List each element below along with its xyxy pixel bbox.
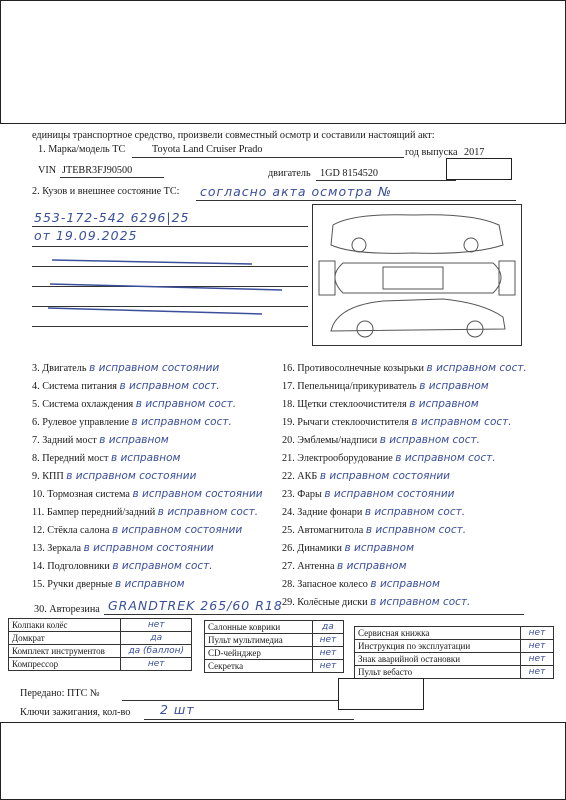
left-items-list (32, 362, 280, 602)
body-section-handwritten: согласно акта осмотра № (200, 184, 392, 199)
intro-text: единицы транспортное средство, произвели совместный осмотр и составили настоящий акт: (32, 130, 435, 141)
list-item: 29. Колёсные диски в исправном сост. (282, 596, 471, 608)
table-row: Домкрат да (9, 632, 192, 645)
list-item: 4. Система питания в исправном сост. (32, 380, 220, 392)
pts-label: Передано: ПТС № (20, 688, 100, 699)
list-item: 20. Эмблемы/надписи в исправном сост. (282, 434, 480, 446)
list-item: 19. Рычаги стеклоочистителя в исправном сост. (282, 416, 512, 428)
body-section-label: 2. Кузов и внешнее состояние ТС: (32, 186, 180, 197)
tyres-value: GRANDTREK 265/60 R18 (108, 598, 283, 613)
table-row: CD-чейнджер нет (205, 647, 344, 660)
table-row: Салонные коврики да (205, 621, 344, 634)
table-row: Сервисная книжка нет (355, 627, 554, 640)
equipment-table-3 (354, 626, 554, 679)
engine-value: 1GD 8154520 (320, 168, 379, 179)
redacted-engine-part (446, 158, 512, 180)
list-item: 26. Динамики в исправном (282, 542, 415, 554)
body-notes-area (32, 204, 308, 340)
list-item: 5. Система охлаждения в исправном сост. (32, 398, 237, 410)
vin-value: JTEBR3FJ90500 (62, 165, 133, 176)
list-item: 13. Зеркала в исправном состоянии (32, 542, 214, 554)
list-item: 7. Задний мост в исправном (32, 434, 169, 446)
table-row: Колпаки колёс нет (9, 619, 192, 632)
redacted-pts-number (338, 678, 424, 710)
keys-value: 2 шт (160, 702, 195, 717)
table-row: Знак аварийной остановки нет (355, 653, 554, 666)
car-diagram-icon (313, 205, 521, 345)
list-item: 15. Ручки дверные в исправном (32, 578, 185, 590)
equipment-table-2 (204, 620, 344, 673)
make-model-value: Toyota Land Cruiser Prado (152, 144, 263, 155)
list-item: 25. Автомагнитола в исправном сост. (282, 524, 467, 536)
list-item: 8. Передний мост в исправном (32, 452, 181, 464)
table-row: Комплект инструментов да (баллон) (9, 645, 192, 658)
make-model-label: 1. Марка/модель ТС (38, 144, 126, 155)
body-notes-line1: 553-172-542 6296|25 (34, 210, 190, 225)
list-item: 23. Фары в исправном состоянии (282, 488, 455, 500)
list-item: 24. Задние фонари в исправном сост. (282, 506, 466, 518)
body-notes-line2: от 19.09.2025 (34, 228, 138, 243)
keys-label: Ключи зажигания, кол-во (20, 707, 131, 718)
list-item: 17. Пепельница/прикуриватель в исправном (282, 380, 489, 392)
table-row: Инструкция по эксплуатации нет (355, 640, 554, 653)
redacted-header-block (0, 0, 566, 124)
table-row: Пульт вебасто нет (355, 666, 554, 679)
list-item: 22. АКБ в исправном состоянии (282, 470, 451, 482)
redacted-footer-block (0, 722, 566, 800)
car-diagram-frame (312, 204, 522, 346)
list-item: 28. Запасное колесо в исправном (282, 578, 440, 590)
body-notes-scribble (32, 204, 308, 340)
tyres-label: 30. Авторезина (34, 604, 100, 615)
year-label: год выпуска (405, 147, 458, 158)
vin-label: VIN (38, 165, 57, 176)
engine-label: двигатель (268, 168, 311, 179)
list-item: 11. Бампер передний/задний в исправном сост. (32, 506, 259, 518)
list-item: 16. Противосолнечные козырьки в исправном сост. (282, 362, 527, 374)
right-items-list (282, 362, 552, 612)
list-item: 6. Рулевое управление в исправном сост. (32, 416, 232, 428)
list-item: 12. Стёкла салона в исправном состоянии (32, 524, 243, 536)
list-item: 10. Тормозная система в исправном состоянии (32, 488, 263, 500)
list-item: 18. Щетки стеклоочистителя в исправном (282, 398, 479, 410)
table-row: Компрессор нет (9, 658, 192, 671)
redacted-vin-part (132, 163, 168, 177)
list-item: 14. Подголовники в исправном сост. (32, 560, 213, 572)
list-item: 27. Антенна в исправном (282, 560, 407, 572)
list-item: 3. Двигатель в исправном состоянии (32, 362, 220, 374)
table-row: Секретка нет (205, 660, 344, 673)
equipment-table-1 (8, 618, 192, 671)
year-value: 2017 (464, 147, 485, 158)
table-row: Пульт мультимедиа нет (205, 634, 344, 647)
list-item: 9. КПП в исправном состоянии (32, 470, 197, 482)
list-item: 21. Электрооборудование в исправном сост. (282, 452, 496, 464)
